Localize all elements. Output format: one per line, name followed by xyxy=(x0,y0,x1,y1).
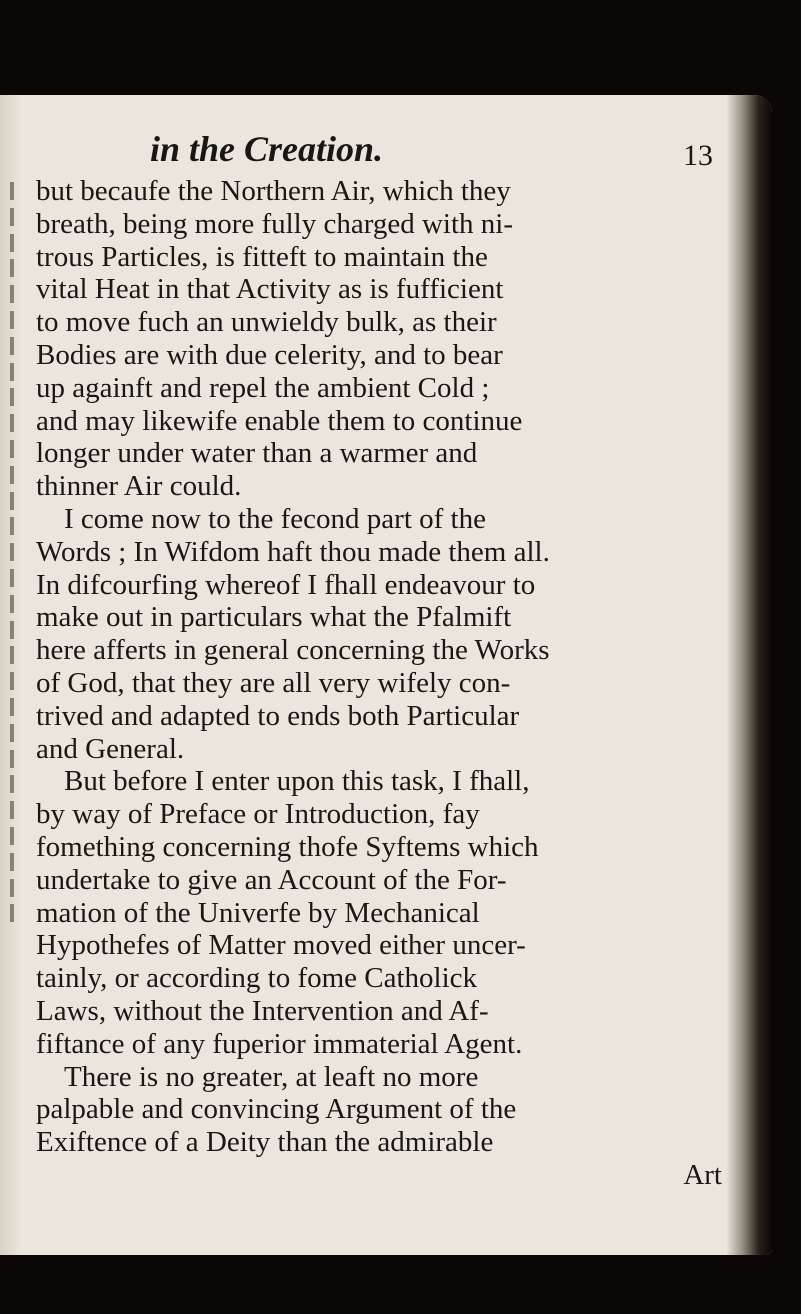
text-line: undertake to give an Account of the For- xyxy=(36,863,507,896)
page-fore-edge-shadow xyxy=(726,95,772,1255)
text-line: fomething concerning thofe Syftems which xyxy=(36,830,539,863)
text-line: Words ; In Wifdom haft thou made them all. xyxy=(36,535,550,568)
margin-mark xyxy=(10,543,14,561)
text-line: longer under water than a warmer and xyxy=(36,437,478,470)
margin-mark xyxy=(10,440,14,458)
body-text xyxy=(22,175,722,1192)
text-line: Hypothefes of Matter moved either uncer- xyxy=(36,929,526,962)
margin-mark xyxy=(10,621,14,639)
margin-mark xyxy=(10,285,14,303)
margin-mark xyxy=(10,182,14,200)
margin-mark xyxy=(10,750,14,768)
margin-mark xyxy=(10,363,14,381)
text-line: Bodies are with due celerity, and to bear xyxy=(36,338,503,371)
margin-mark xyxy=(10,646,14,664)
text-line: There is no greater, at leaft no more xyxy=(64,1060,479,1093)
margin-mark xyxy=(10,775,14,793)
text-line: make out in particulars what the Pfalmift xyxy=(36,601,512,634)
text-line: here afferts in general concerning the Works xyxy=(36,634,550,667)
text-line: fiftance of any fuperior immaterial Agent. xyxy=(36,1027,523,1060)
text-line: by way of Preface or Introduction, fay xyxy=(36,798,480,831)
text-line: trous Particles, is fitteft to maintain the xyxy=(36,240,488,273)
text-line: mation of the Univerfe by Mechanical xyxy=(36,896,480,929)
text-line: vital Heat in that Activity as is fufficient xyxy=(36,273,504,306)
book-page xyxy=(0,95,772,1255)
running-head: in the Creation. xyxy=(150,129,384,169)
text-line: up againft and repel the ambient Cold ; xyxy=(36,371,490,404)
margin-mark xyxy=(10,337,14,355)
margin-mark xyxy=(10,595,14,613)
text-line: Exiftence of a Deity than the admirable xyxy=(36,1126,494,1159)
page-number: 13 xyxy=(683,139,713,172)
margin-mark xyxy=(10,259,14,277)
margin-marks xyxy=(6,175,18,930)
margin-mark xyxy=(10,492,14,510)
catchword: Art xyxy=(683,1158,722,1191)
text-line: trived and adapted to ends both Particular xyxy=(36,699,520,732)
margin-mark xyxy=(10,879,14,897)
margin-mark xyxy=(10,724,14,742)
text-line: and General. xyxy=(36,732,185,765)
text-line: of God, that they are all very wifely con- xyxy=(36,666,511,699)
margin-mark xyxy=(10,388,14,406)
margin-mark xyxy=(10,466,14,484)
margin-mark xyxy=(10,853,14,871)
margin-mark xyxy=(10,208,14,226)
text-line: thinner Air could. xyxy=(36,470,242,503)
text-line: but becaufe the Northern Air, which they xyxy=(36,175,511,207)
margin-mark xyxy=(10,904,14,922)
text-line: palpable and convincing Argument of the xyxy=(36,1093,517,1126)
margin-mark xyxy=(10,698,14,716)
margin-mark xyxy=(10,801,14,819)
margin-mark xyxy=(10,827,14,845)
margin-mark xyxy=(10,672,14,690)
text-line: tainly, or according to fome Catholick xyxy=(36,962,478,995)
text-line: In difcourfing whereof I fhall endeavour to xyxy=(36,568,536,601)
text-line: I come now to the fecond part of the xyxy=(64,502,486,535)
margin-mark xyxy=(10,569,14,587)
text-line: to move fuch an unwieldy bulk, as their xyxy=(36,306,497,339)
margin-mark xyxy=(10,234,14,252)
text-line: breath, being more fully charged with ni- xyxy=(36,207,514,240)
margin-mark xyxy=(10,517,14,535)
text-line: But before I enter upon this task, I fhall, xyxy=(64,765,530,798)
text-line: Laws, without the Intervention and Af- xyxy=(36,994,489,1027)
text-line: and may likewife enable them to continue xyxy=(36,404,523,437)
margin-mark xyxy=(10,414,14,432)
margin-mark xyxy=(10,311,14,329)
